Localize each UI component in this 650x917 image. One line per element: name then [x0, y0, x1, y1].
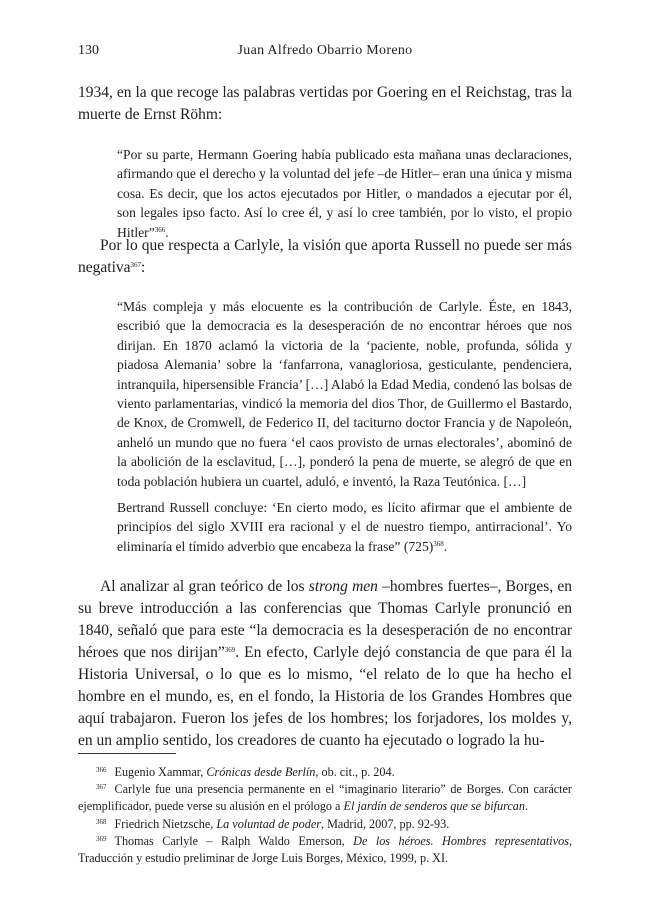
page-header: [78, 43, 572, 63]
paragraph-3: Al analizar al gran teórico de los strong men –hombres fuertes–, Borges, en su breve introducción a las conferencias que Thomas Carlyle pronunció en 1840, señaló que para este “la democracia es la desesperación de no encontrar héroes que nos dirijan”$^{369}$. En efecto, Carlyle dejó constancia de que para él la Historia Universal, o lo que es lo mismo, “el relato de lo que ha hecho el hombre en el mundo, es, en el fondo, la Historia de los Grandes Hombres que aquí trabajaron. Fueron los jefes de los hombres; los forjadores, los moldes y, en un amplio sentido, los creadores de cuanto ha ejecutado o logrado la hu-: [78, 578, 572, 749]
running-title: Juan Alfredo Obarrio Moreno: [237, 43, 413, 58]
footnote-ref-368: 368: [433, 539, 444, 548]
footnote-369: $^{369}$ Thomas Carlyle – Ralph Waldo Emerson, De los héroes. Hombres representativos, Traducción y estudio preliminar de Jorge Luis Borges, México, 1999, p. XI.: [78, 833, 572, 866]
footnote-366: $^{366}$ Eugenio Xammar, Crónicas desde Berlín, ob. cit., p. 204.: [96, 765, 395, 779]
footnotes: [78, 764, 572, 867]
footnote-ref-366: 366: [154, 225, 166, 234]
paragraph-1: 1934, en la que recoge las palabras vertidas por Goering en el Reichstag, tras la muerte de Ernst Röhm:: [78, 84, 572, 123]
block-quote-goering: “Por su parte, Hermann Goering había publicado esta mañana unas declaraciones, afirmando que el derecho y la voluntad del jefe –de Hitler– eran una única y misma cosa. Es decir, que los actos ejecutados por Hitler, o mandados a ejecutar por él, son legales ipso facto. Así lo cree él, y así lo cree también, por lo visto, el propio Hitler”$^{366}$.: [117, 147, 572, 240]
footnote-368: $^{368}$ Friedrich Nietzsche, La voluntad de poder, Madrid, 2007, pp. 92-93.: [96, 816, 450, 831]
footnote-separator: [78, 753, 176, 754]
block-quote-russell-conclusion: Bertrand Russell concluye: ‘En cierto modo, es lícito afirmar que el ambiente de principios del siglo XVIII era racional y el de nuestro tiempo, antirracional’. Yo eliminaría el tímido adverbio que encabeza la frase” $(725)^{368}$.: [117, 500, 572, 554]
footnote-ref-367: 367: [130, 261, 142, 269]
footnote-ref-369: 369: [224, 646, 236, 654]
footnote-367: $^{367}$ Carlyle fue una presencia permanente en el “imaginario literario” de Borges. Con carácter ejemplificador, puede verse su alusión en el prólogo a El jardín de senderos que se bifurcan.: [78, 782, 572, 814]
paragraph-2: Por lo que respecta a Carlyle, la visión que aporta Russell no puede ser más negativa$^{367}$:: [78, 237, 572, 276]
block-quote-russell: “Más compleja y más elocuente es la contribución de Carlyle. Éste, en 1843, escribió que la democracia es la desesperación de no encontrar héroes que nos dirijan. En 1870 aclamó la victoria de la ‘paciente, noble, profunda, sólida y piadosa Alemania’ sobre la ‘fanfarrona, vanagloriosa, gesticulante, pendenciera, intranquila, hipersensible Francia’ […] Alabó la Edad Media, condenó las bolsas de viento parlamentarias, vindicó la memoria del dios Thor, de Guillermo el Bastardo, de Knox, de Cromwell, de Federico II, del taciturno doctor Francia y de Napoleón, anheló un mundo que no fuera ‘el caos provisto de urnas electorales’, abominó de la abolición de la esclavitud, […], ponderó la pena de muerte, se alegró de que en toda población hubiera un cuartel, aduló, e inventó, la Raza Teutónica. […]: [117, 299, 572, 489]
page-number: 130: [78, 43, 99, 58]
